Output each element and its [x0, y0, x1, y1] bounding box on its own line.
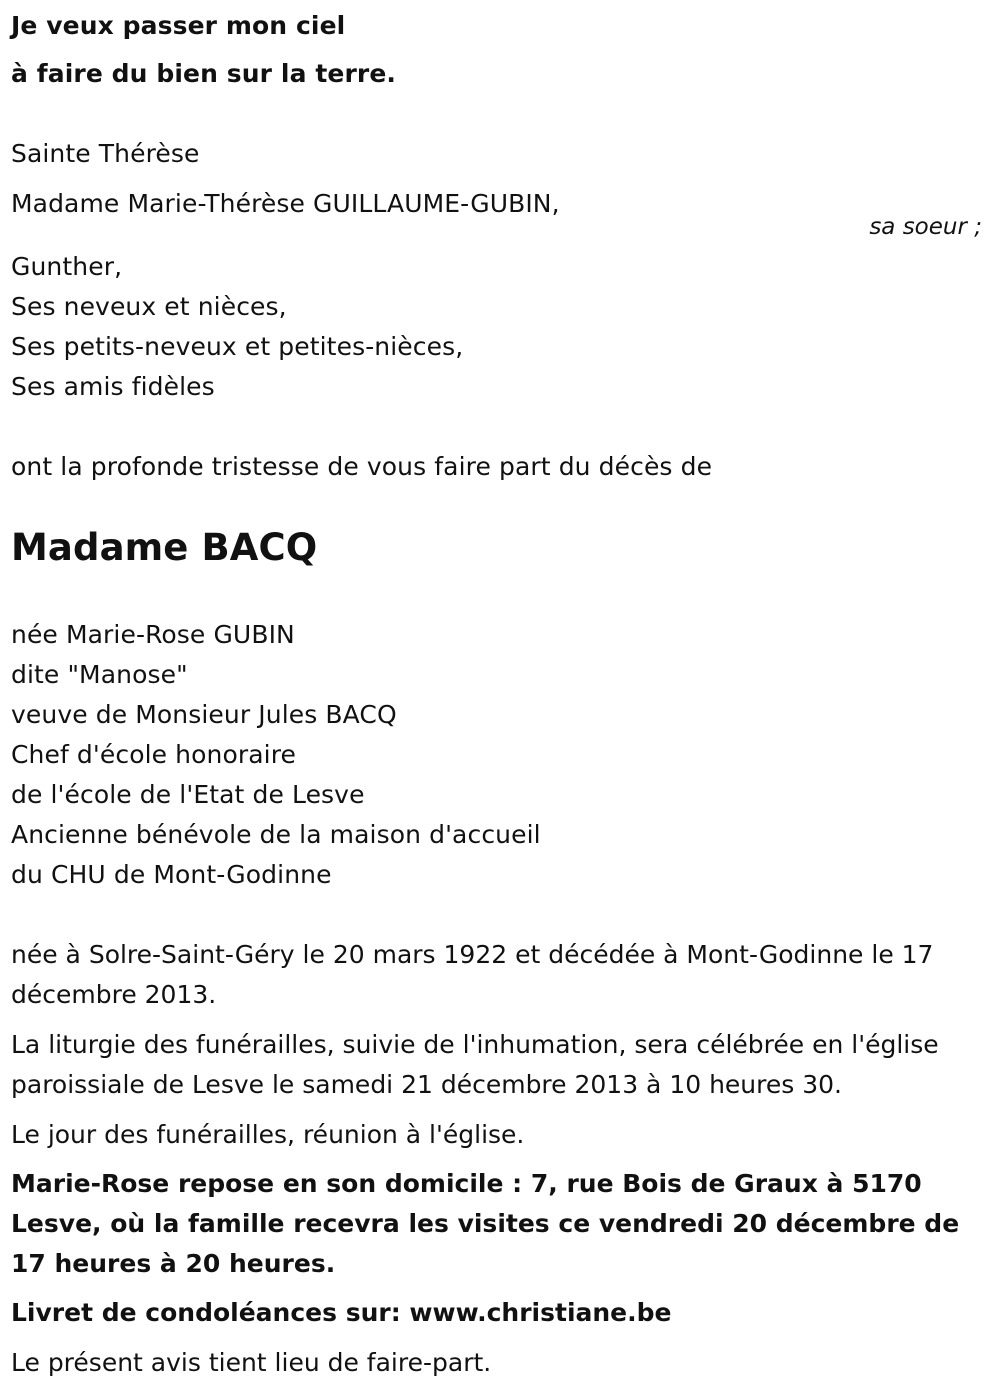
- family-member: Ses amis fidèles: [11, 372, 215, 401]
- family-member: Ses petits-neveux et petites-nièces,: [11, 332, 464, 361]
- quote-line-1: Je veux passer mon ciel: [11, 11, 346, 40]
- visitation-paragraph: Marie-Rose repose en son domicile : 7, rue Bois de Graux à 5170 Lesve, où la famille recevra les visites ce vendredi 20 décembre de 17 heures à 20 heures.: [11, 1169, 960, 1278]
- sister-relation: sa soeur ;: [869, 214, 982, 240]
- family-member: Gunther,: [11, 252, 123, 281]
- deceased-detail: veuve de Monsieur Jules BACQ: [11, 700, 397, 729]
- deceased-detail: Ancienne bénévole de la maison d'accueil: [11, 820, 541, 849]
- quote-author: Sainte Thérèse: [11, 139, 200, 168]
- birth-death-paragraph: née à Solre-Saint-Géry le 20 mars 1922 et décédée à Mont-Godinne le 17 décembre 2013.: [11, 940, 934, 1009]
- reunion-paragraph: Le jour des funérailles, réunion à l'église.: [11, 1120, 525, 1149]
- deceased-detail: du CHU de Mont-Godinne: [11, 860, 332, 889]
- deceased-detail: de l'école de l'Etat de Lesve: [11, 780, 365, 809]
- deceased-name: Madame BACQ: [11, 526, 318, 569]
- deceased-detail: dite "Manose": [11, 660, 188, 689]
- notice-paragraph: Le présent avis tient lieu de faire-part.: [11, 1348, 492, 1377]
- quote-line-2: à faire du bien sur la terre.: [11, 59, 396, 88]
- announcement: ont la profonde tristesse de vous faire part du décès de: [11, 452, 713, 481]
- condolences-paragraph: Livret de condoléances sur: www.christiane.be: [11, 1298, 672, 1327]
- family-member: Ses neveux et nièces,: [11, 292, 287, 321]
- deceased-detail: née Marie-Rose GUBIN: [11, 620, 295, 649]
- liturgy-paragraph: La liturgie des funérailles, suivie de l'inhumation, sera célébrée en l'église paroissiale de Lesve le samedi 21 décembre 2013 à 10 heures 30.: [11, 1030, 939, 1099]
- sister-name: Madame Marie-Thérèse GUILLAUME-GUBIN,: [11, 189, 560, 218]
- deceased-detail: Chef d'école honoraire: [11, 740, 297, 769]
